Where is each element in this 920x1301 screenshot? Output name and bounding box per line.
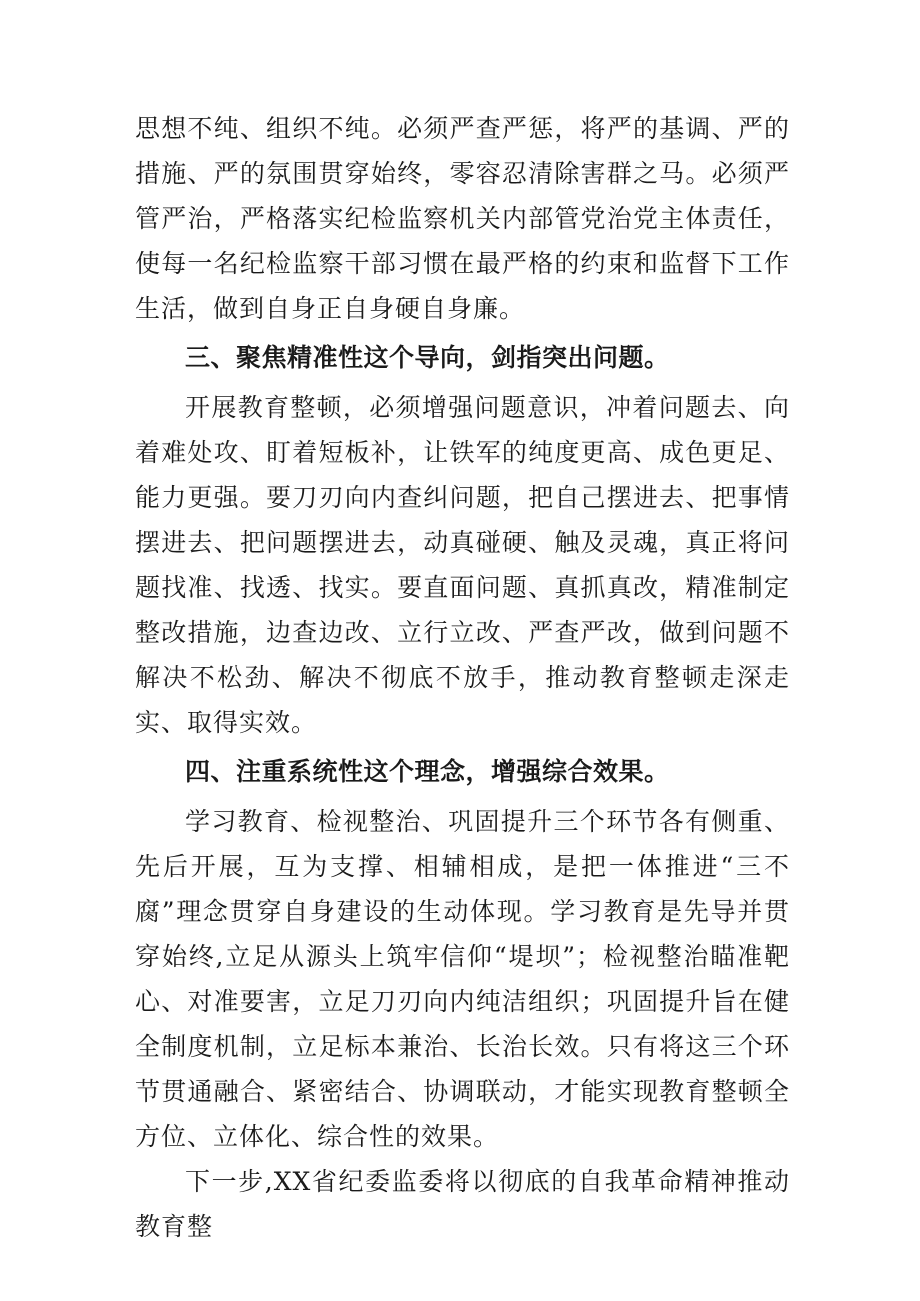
paragraph-section-4: 学习教育、检视整治、巩固提升三个环节各有侧重、先后开展，互为支撑、相辅相成，是把一体推进“三不腐”理念贯穿自身建设的生动体现。学习教育是先导并贯穿始终,立足从源头上筑牢信仰“堤坝”；检视整治瞄准靶心、对准要害，立足刀刃向内纯洁组织；巩固提升旨在健全制度机制，立足标本兼治、长治长效。只有将这三个环节贯通融合、紧密结合、协调联动，才能实现教育整顿全方位、立体化、综合性的效果。 <box>135 807 790 1151</box>
section-heading-4: 四、注重系统性这个理念，增强综合效果。 <box>185 757 670 786</box>
paragraph-continued: 思想不纯、组织不纯。必须严查严惩，将严的基调、严的措施、严的氛围贯穿始终，零容忍清除害群之马。必须严管严治，严格落实纪检监察机关内部管党治党主体责任，使每一名纪检监察干部习惯在最严格的约束和监督下工作生活，做到自身正自身硬自身廉。 <box>135 114 790 323</box>
document-body <box>135 106 790 1249</box>
paragraph-section-3: 开展教育整顿，必须增强问题意识，冲着问题去、向着难处攻、盯着短板补，让铁军的纯度更高、成色更足、能力更强。要刀刃向内查纠问题，把自己摆进去、把事情摆进去、把问题摆进去，动真碰硬、触及灵魂，真正将问题找准、找透、找实。要直面问题、真抓真改，精准制定整改措施，边查边改、立行立改、严查严改，做到问题不解决不松劲、解决不彻底不放手，推动教育整顿走深走实、取得实效。 <box>135 393 790 737</box>
paragraph-next-step: 下一步,XX省纪委监委将以彻底的自我革命精神推动教育整 <box>135 1167 790 1241</box>
section-heading-3: 三、聚焦精准性这个导向，剑指突出问题。 <box>185 343 670 372</box>
